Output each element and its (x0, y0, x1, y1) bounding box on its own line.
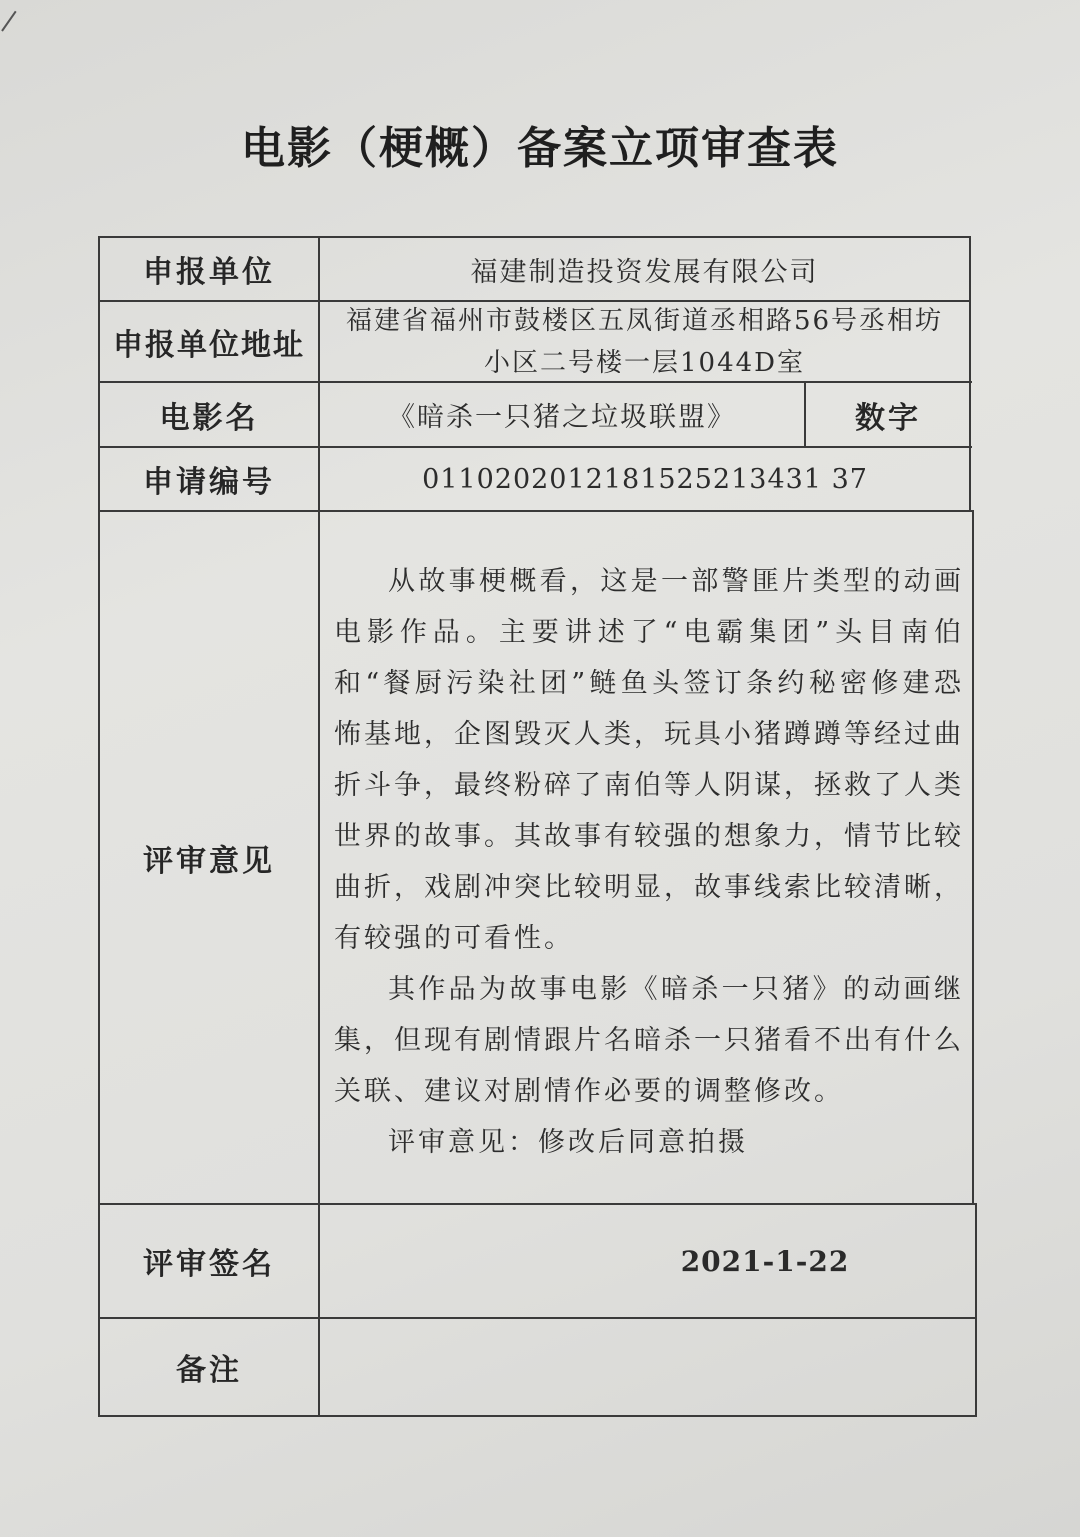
review-signature-label: 评审签名 (143, 1247, 275, 1282)
table-border-right (975, 1203, 977, 1417)
review-opinion-label: 评审意见 (143, 843, 275, 879)
opinion-paragraph: 从故事梗概看，这是一部警匪片类型的动画电影作品。主要讲述了“电霸集团”头目南伯和“餐厨污染社团”鲢鱼头签订条约秘密修建恐怖基地，企图毁灭人类，玩具小猪蹲蹲等经过曲折斗争，最终粉碎了南伯等人阴谋，拯救了人类世界的故事。其故事有较强的想象力，情节比较曲折，戏剧冲突比较明显，故事线索比较清晰，有较强的可看性。 (334, 566, 964, 954)
table-border-bottom (98, 1415, 976, 1417)
review-opinion-text (334, 556, 964, 1168)
form-title: 电影（梗概）备案立项审查表 (241, 123, 839, 174)
address-label: 申报单位地址 (113, 327, 305, 363)
application-number-label: 申请编号 (143, 465, 275, 500)
applicant-value: 福建制造投资发展有限公司 (470, 256, 819, 288)
pen-mark (1, 11, 16, 32)
table-border-right (972, 510, 974, 1203)
film-name-value: 《暗杀一只猪之垃圾联盟》 (388, 402, 736, 433)
review-date: 2021-1-22 (680, 1244, 850, 1278)
opinion-paragraph: 其作品为故事电影《暗杀一只猪》的动画继集，但现有剧情跟片名暗杀一只猪看不出有什么关联、建议对剧情作必要的调整修改。 (334, 974, 964, 1107)
address-value: 福建省福州市鼓楼区五凤街道丞相路56号丞相坊小区二号楼一层1044D室 (345, 305, 944, 378)
application-number-value: 0110202012181525213431 37 (422, 463, 868, 495)
applicant-label: 申报单位 (143, 255, 275, 290)
remarks-value (320, 1319, 975, 1415)
film-category-value: 数字 (855, 400, 921, 436)
opinion-conclusion: 评审意见：修改后同意拍摄 (388, 1127, 748, 1158)
remarks-label: 备注 (176, 1353, 242, 1388)
film-name-label: 电影名 (159, 400, 259, 436)
